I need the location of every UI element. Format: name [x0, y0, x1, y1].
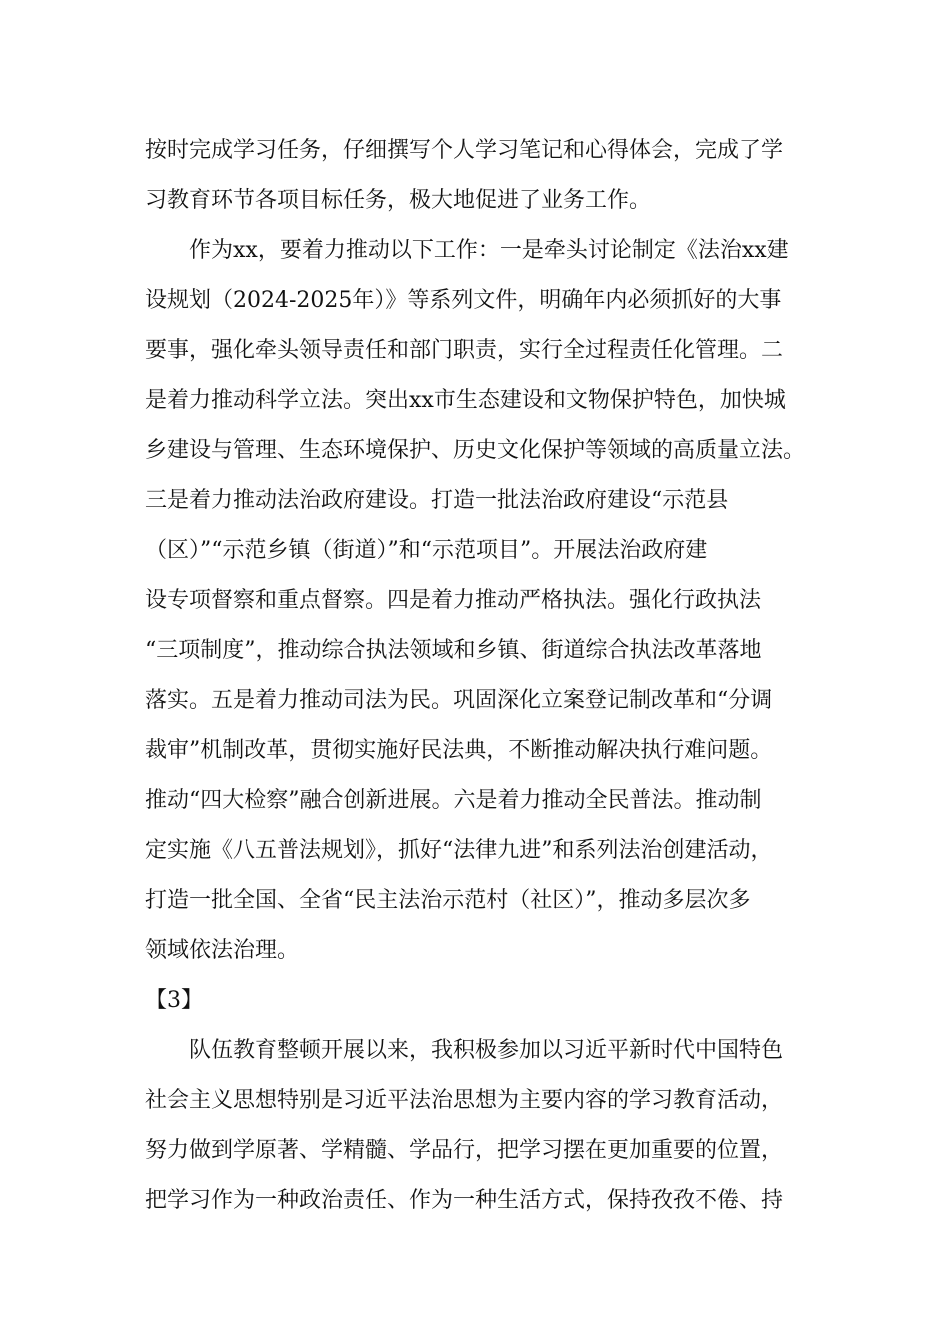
text-line: 领域依法治理。: [145, 938, 300, 963]
text-line: （区）”“示范乡镇（街道）”和“示范项目”。开展法治政府建: [145, 538, 708, 563]
text-line: 设规划（2024-2025年）》等系列文件，明确年内必须抓好的大事: [145, 288, 782, 313]
text-line: “三项制度”，推动综合执法领域和乡镇、街道综合执法改革落地: [145, 638, 762, 663]
text-line: 打造一批全国、全省“民主法治示范村（社区）”，推动多层次多: [145, 888, 751, 913]
text-line: 习教育环节各项目标任务，极大地促进了业务工作。: [145, 188, 652, 213]
section-number: 【3】: [145, 988, 203, 1013]
text-line: 要事，强化牵头领导责任和部门职责，实行全过程责任化管理。二: [145, 338, 784, 363]
text-line: 落实。五是着力推动司法为民。巩固深化立案登记制改革和“分调: [145, 688, 773, 713]
text-line: 乡建设与管理、生态环境保护、历史文化保护等领域的高质量立法。: [145, 438, 806, 463]
text-line: 努力做到学原著、学精髓、学品行，把学习摆在更加重要的位置，: [145, 1138, 784, 1163]
text-line: 推动“四大检察”融合创新进展。六是着力推动全民普法。推动制: [145, 788, 762, 813]
paragraph-first-line: 作为xx，要着力推动以下工作：一是牵头讨论制定《法治xx建: [189, 238, 789, 263]
text-line: 把学习作为一种政治责任、作为一种生活方式，保持孜孜不倦、持: [145, 1188, 784, 1213]
text-line: 三是着力推动法治政府建设。打造一批法治政府建设“示范县: [145, 488, 729, 513]
text-line: 定实施《八五普法规划》，抓好“法律九进”和系列法治创建活动，: [145, 838, 773, 863]
text-line: 社会主义思想特别是习近平法治思想为主要内容的学习教育活动，: [145, 1088, 784, 1113]
text-line: 设专项督察和重点督察。四是着力推动严格执法。强化行政执法: [145, 588, 762, 613]
paragraph-first-line: 队伍教育整顿开展以来，我积极参加以习近平新时代中国特色: [189, 1038, 784, 1063]
text-line: 是着力推动科学立法。突出xx市生态建设和文物保护特色，加快城: [145, 388, 786, 413]
text-line: 裁审”机制改革，贯彻实施好民法典，不断推动解决执行难问题。: [145, 738, 773, 763]
text-line: 按时完成学习任务，仔细撰写个人学习笔记和心得体会，完成了学: [145, 138, 784, 163]
